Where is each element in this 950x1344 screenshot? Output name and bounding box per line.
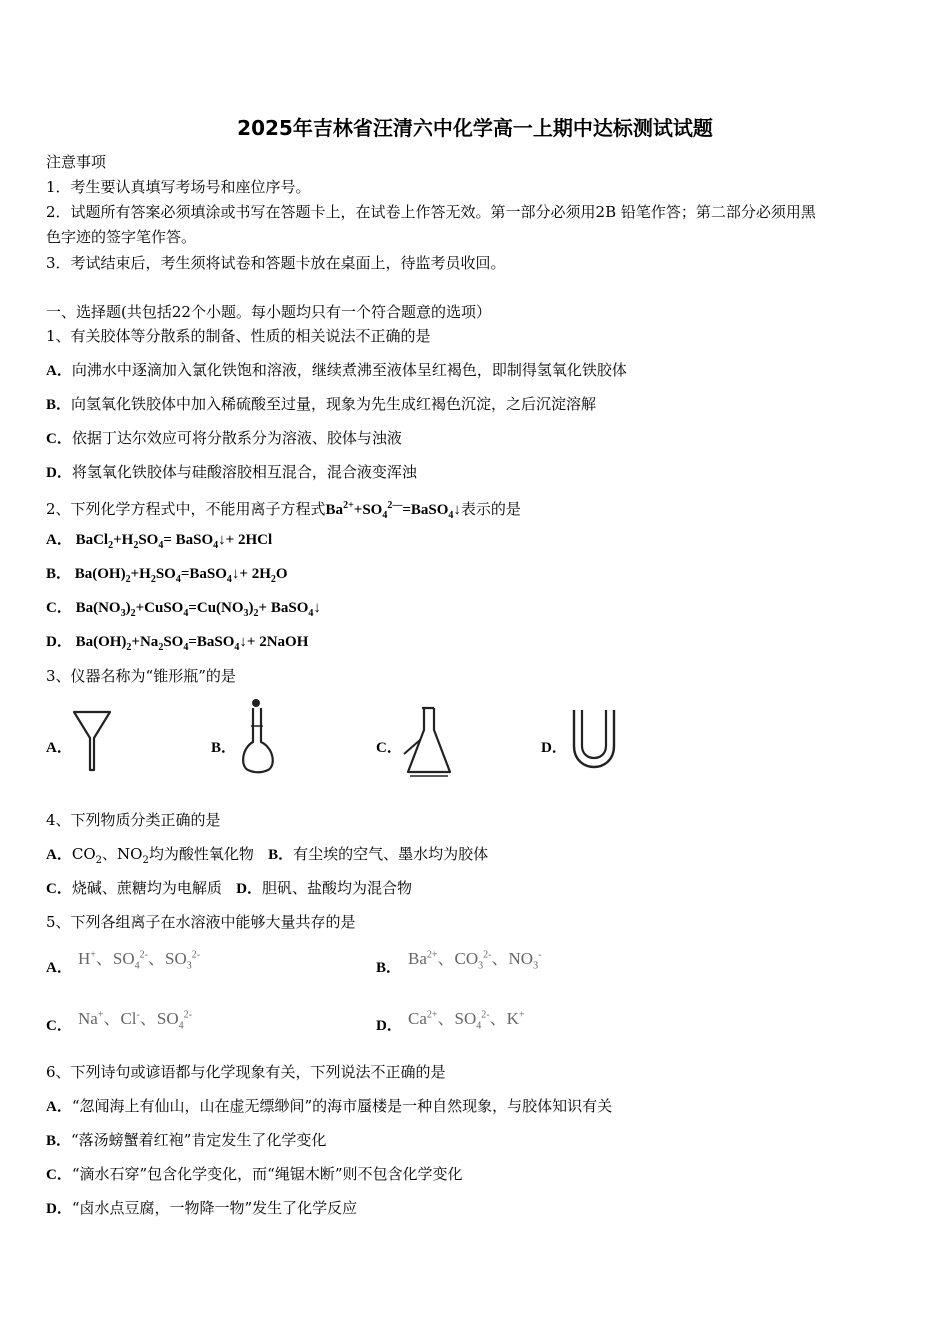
- volumetric-flask-icon: [236, 696, 278, 776]
- q2-stem-pre: 2、下列化学方程式中，不能用离子方程式: [46, 500, 326, 518]
- notice-item-3: 3．考试结束后，考生须将试卷和答题卡放在桌面上，待监考员收回。: [46, 254, 506, 272]
- option-letter: A．: [46, 363, 72, 379]
- q4-option-b-text: 有尘埃的空气、墨水均为胶体: [293, 845, 489, 863]
- option-text: 将氢氧化铁胶体与硅酸溶胶相互混合，混合液变浑浊: [71, 463, 417, 481]
- q3-option-a-label: A．: [46, 740, 72, 756]
- q2-option-c: C． $Ba(NO_3)_2+CuSO_4=Cu(NO_3)_2+$ BaSO$_4$↓: [46, 600, 321, 619]
- q5-option-a-ions: H+、$SO_4^{2-}$、$SO_3^{2-}$: [78, 949, 201, 972]
- q5-option-c-ions: Na+、Cl-、$SO_4^{2-}$: [78, 1009, 192, 1032]
- page-title: 2025年吉林省汪清六中化学高一上期中达标测试试题: [237, 116, 713, 140]
- q3-stem: 3、仪器名称为“锥形瓶”的是: [46, 667, 236, 685]
- notice-heading: 注意事项: [46, 153, 107, 171]
- q3-option-d-label: D．: [541, 740, 567, 756]
- q2-option-d: D． $Ba(OH)_2+Na_2SO_4=BaSO_4↓+$ 2NaOH: [46, 634, 309, 653]
- q6-option-b: [46, 1130, 326, 1151]
- u-tube-icon: [568, 706, 620, 772]
- option-letter: D．: [46, 465, 72, 481]
- q5-option-d-ions: $Ca^{2+}$、$SO_4^{2-}$、K+: [408, 1009, 525, 1032]
- funnel-icon: [70, 708, 114, 774]
- q4-stem: 4、下列物质分类正确的是: [46, 811, 221, 829]
- q1-option-d: [46, 462, 417, 483]
- option-letter: B．: [46, 1133, 72, 1149]
- q3-option-c-label: C．: [376, 740, 402, 756]
- option-text: 向沸水中逐滴加入氯化铁饱和溶液，继续煮沸至液体呈红褐色，即制得氢氧化铁胶体: [71, 361, 627, 379]
- option-text: 向氢氧化铁胶体中加入稀硫酸至过量，现象为先生成红褐色沉淀，之后沉淀溶解: [71, 395, 597, 413]
- notice-item-2: 2．试题所有答案必须填涂或书写在答题卡上，在试卷上作答无效。第一部分必须用2B 铅笔作答；第二部分必须用黑: [46, 203, 816, 221]
- q5-option-c-label: C．: [46, 1018, 72, 1034]
- q1-option-c: [46, 428, 402, 449]
- q6-option-c: [46, 1164, 463, 1185]
- q6-option-a: [46, 1096, 612, 1117]
- option-letter: D．: [46, 1201, 72, 1217]
- q1-stem: 1、有关胶体等分散系的制备、性质的相关说法不正确的是: [46, 327, 431, 345]
- q5-stem: 5、下列各组离子在水溶液中能够大量共存的是: [46, 913, 356, 931]
- option-text: “忽闻海上有仙山，山在虚无缥缈间”的海市蜃楼是一种自然现象，与胶体知识有关: [71, 1097, 613, 1115]
- q5-option-b-label: B．: [376, 960, 402, 976]
- q2-option-b: B． $Ba(OH)_2+H_2SO_4=BaSO_4↓+ 2H_2O$: [46, 566, 288, 585]
- conical-flask-icon: [400, 704, 458, 778]
- option-letter: B．: [268, 847, 294, 863]
- q4-option-row-2: [46, 878, 412, 899]
- q1-option-b: [46, 394, 596, 415]
- q2-option-a: A． $BaCl_2+H_2SO_4=$ BaSO$_4$↓+ 2HCl: [46, 532, 273, 551]
- option-text: “落汤螃蟹着红袍”肯定发生了化学变化: [71, 1131, 327, 1149]
- option-letter: C．: [46, 431, 72, 447]
- notice-item-1: 1．考生要认真填写考场号和座位序号。: [46, 178, 311, 196]
- q2-stem: [46, 496, 521, 526]
- option-letter: A．: [46, 847, 72, 863]
- q4-option-a-text: 均为酸性氧化物: [148, 845, 254, 863]
- option-letter: D．: [236, 881, 263, 897]
- section-heading: 一、选择题(共包括22个小题。每小题均只有一个符合题意的选项）: [46, 303, 491, 321]
- q5-option-a-label: A．: [46, 960, 72, 976]
- q6-stem: 6、下列诗句或谚语都与化学现象有关，下列说法不正确的是: [46, 1063, 446, 1081]
- option-text: “滴水石穿”包含化学变化，而“绳锯木断”则不包含化学变化: [71, 1165, 463, 1183]
- q4-option-a-formula: $CO_2$、$NO_2$: [71, 845, 149, 866]
- option-text: 依据丁达尔效应可将分散系分为溶液、胶体与浊液: [71, 429, 402, 447]
- option-letter: C．: [46, 1167, 72, 1183]
- q2-stem-post: 表示的是: [460, 500, 521, 518]
- option-letter: B．: [46, 397, 72, 413]
- notice-item-2-cont: 色字迹的签字笔作答。: [46, 228, 197, 246]
- q3-option-b-label: B．: [211, 740, 237, 756]
- q5-option-d-label: D．: [376, 1018, 402, 1034]
- option-text: “卤水点豆腐，一物降一物”发生了化学反应: [71, 1199, 358, 1217]
- ionic-equation: $Ba^{2+}+SO_4^{2—}=BaSO_4↓$: [325, 500, 461, 521]
- q4-option-d-text: 胆矾、盐酸均为混合物: [262, 879, 413, 897]
- q4-option-row-1: [46, 844, 488, 871]
- q4-option-c-text: 烧碱、蔗糖均为电解质: [71, 879, 222, 897]
- q5-option-b-ions: $Ba^{2+}$、$CO_3^{2-}$、$NO_3^-$: [408, 949, 542, 972]
- q6-option-d: [46, 1198, 357, 1219]
- q1-option-a: [46, 360, 627, 381]
- option-letter: A．: [46, 1099, 72, 1115]
- option-letter: C．: [46, 881, 72, 897]
